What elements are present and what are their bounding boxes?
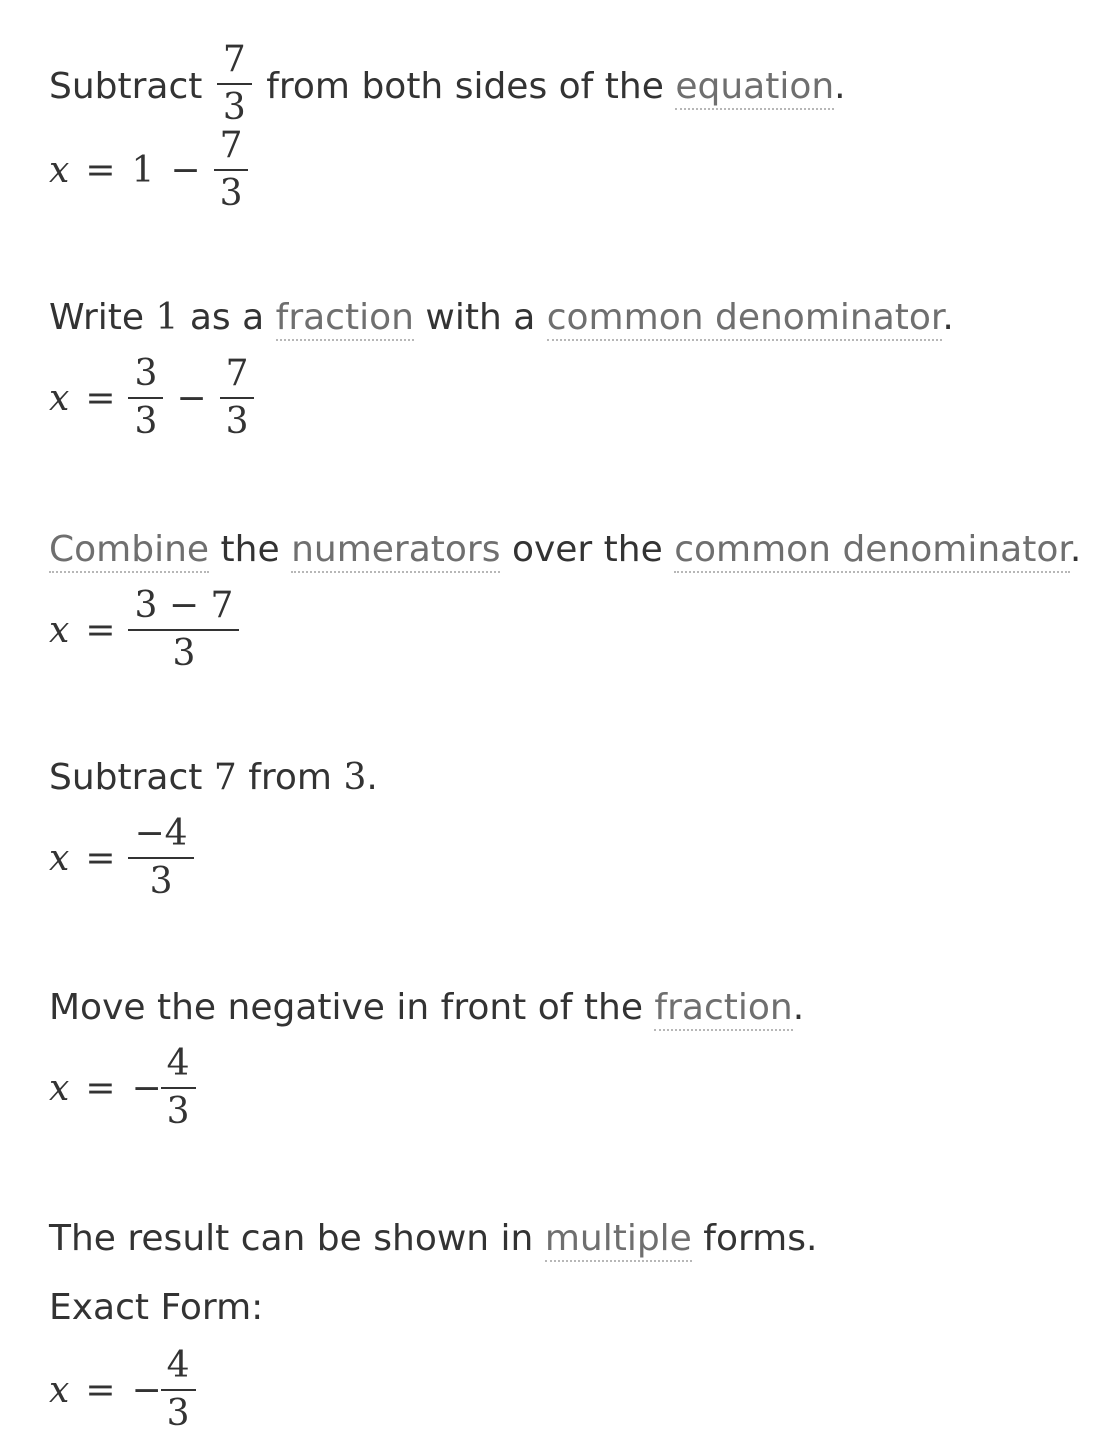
step3-equation: x = $\frac{3 - 7}{3}$ (49, 588, 236, 672)
step5-equation: x = − $\frac{4}{3}$ (49, 1046, 193, 1130)
result-equation: x = − $\frac{4}{3}$ (49, 1348, 193, 1432)
step5-instruction: Move the negative in front of the fraction. (49, 986, 804, 1030)
step2-equation: x = $\frac{3}{3}$ − $\frac{7}{3}$ (49, 356, 251, 440)
fraction: $\frac{4}{3}$ (164, 1046, 193, 1130)
step1-inline-fraction: $\frac{7}{3}$ (220, 42, 249, 126)
step2-instruction: Write 1 as a fraction with a common denominator. (49, 296, 954, 340)
term-multiple-link[interactable]: multiple (545, 1218, 692, 1262)
fraction: $\frac{3}{3}$ (131, 356, 160, 440)
step4-instruction: Subtract 7 from 3. (49, 757, 378, 798)
term-fraction-link[interactable]: fraction (276, 297, 414, 341)
fraction: $\frac{7}{3}$ (217, 128, 246, 212)
term-fraction-link[interactable]: fraction (654, 987, 792, 1031)
term-common-denominator-link[interactable]: common denominator (547, 297, 943, 341)
fraction: $\frac{7}{3}$ (223, 356, 252, 440)
step1-equation: x = 1 − $\frac{7}{3}$ (49, 128, 245, 212)
fraction: $\frac{3 - 7}{3}$ (131, 588, 236, 672)
exact-form-label: Exact Form: (49, 1287, 264, 1328)
result-instruction: The result can be shown in multiple forms. (49, 1217, 817, 1261)
term-numerators-link[interactable]: numerators (291, 529, 500, 573)
term-equation-link[interactable]: equation (675, 66, 834, 110)
fraction: $\frac{4}{3}$ (164, 1348, 193, 1432)
term-common-denominator-link[interactable]: common denominator (674, 529, 1070, 573)
step4-equation: x = $\frac{-4}{3}$ (49, 816, 191, 900)
fraction: $\frac{-4}{3}$ (131, 816, 190, 900)
step1-instruction: Subtract $\frac{7}{3}$ from both sides of the equation. (49, 39, 846, 128)
step3-instruction: Combine the numerators over the common denominator. (49, 528, 1081, 572)
term-combine-link[interactable]: Combine (49, 529, 209, 573)
